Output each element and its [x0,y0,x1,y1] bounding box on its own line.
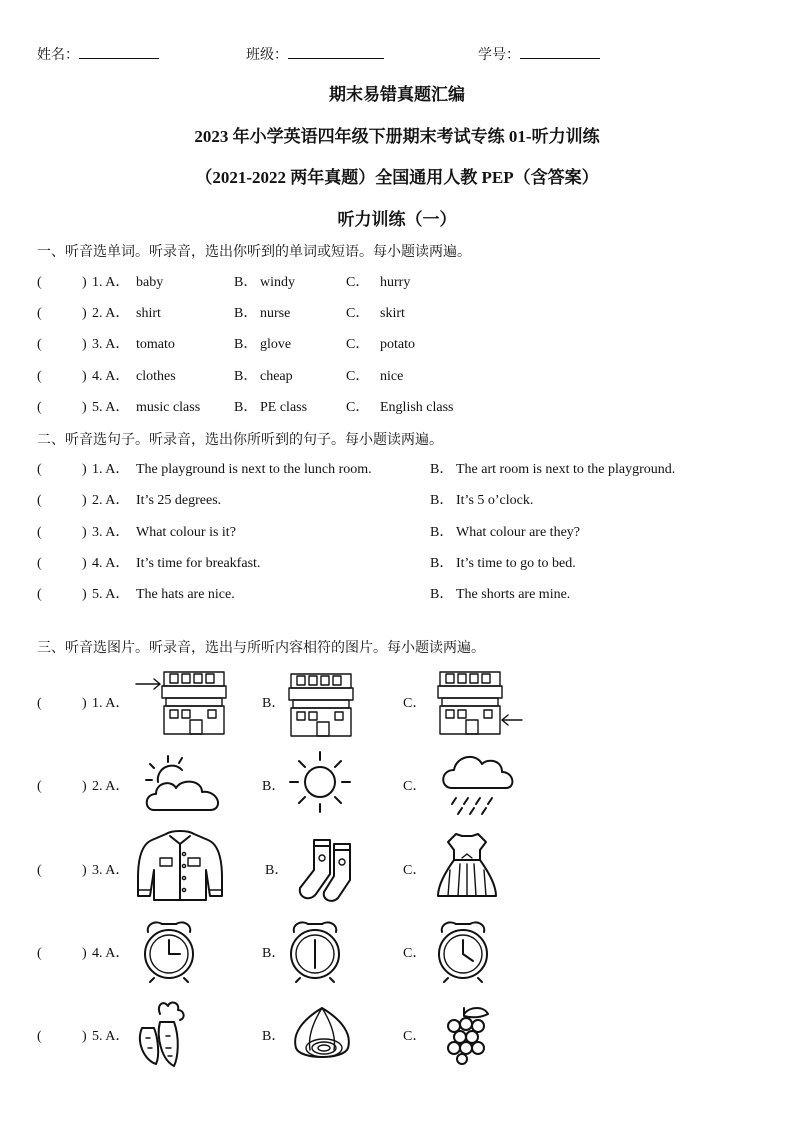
option-b-label: B． [262,696,286,711]
option-b: cheap [260,369,293,384]
option-b-label: B． [430,493,454,508]
option-b: windy [260,275,295,290]
answer-paren-open[interactable]: ( [37,275,42,290]
option-a-label: 4. A． [92,369,130,384]
option-b-label: B． [430,556,454,571]
list-item [0,273,794,293]
option-c: potato [380,337,415,352]
onion-icon[interactable] [288,1004,356,1066]
option-b-label: B． [430,525,454,540]
option-a: What colour is it? [136,525,236,540]
option-a: It’s 25 degrees. [136,493,222,508]
answer-paren-open[interactable]: ( [37,400,42,415]
option-a: shirt [136,306,161,321]
option-b-label: B． [234,400,258,415]
option-c: nice [380,369,404,384]
option-c-label: C． [403,863,427,878]
name-field [37,44,159,64]
sun-behind-cloud-icon[interactable] [142,752,224,818]
answer-paren-open[interactable]: ( [37,863,42,878]
list-item [0,460,794,480]
option-a-label: 2. A． [92,779,130,794]
student-id-field [478,44,600,64]
option-b-label: B． [234,275,258,290]
option-b: The shorts are mine. [456,587,571,602]
option-b-label: B． [234,337,258,352]
doc-title: 期末易错真题汇编 [329,85,465,105]
list-item [0,861,794,881]
building-arrow-bottom-right-icon[interactable] [434,668,526,738]
list-item [0,777,794,797]
option-b: What colour are they? [456,525,580,540]
list-item [0,1027,794,1047]
class-field [246,44,384,64]
option-a-label: 5. A． [92,587,130,602]
question-number: ) [82,587,87,602]
option-a-label: 3. A． [92,863,130,878]
option-a-label: 2. A． [92,306,130,321]
answer-paren-open[interactable]: ( [37,306,42,321]
coat-icon[interactable] [134,828,226,904]
option-b-label: B． [262,1029,286,1044]
option-a-label: 4. A． [92,946,130,961]
question-number: ) [82,275,87,290]
option-a-label: 1. A． [92,275,130,290]
list-item [0,694,794,714]
option-c: hurry [380,275,411,290]
answer-paren-open[interactable]: ( [37,696,42,711]
question-number: ) [82,556,87,571]
answer-paren-open[interactable]: ( [37,337,42,352]
question-number: ) [82,462,87,477]
answer-paren-open[interactable]: ( [37,556,42,571]
question-number: ) [82,946,87,961]
list-item [0,585,794,605]
carrot-icon[interactable] [130,998,198,1070]
option-b-label: B． [234,306,258,321]
question-number: ) [82,306,87,321]
option-a: baby [136,275,164,290]
student-id-label: 学号： [478,47,520,63]
list-item [0,554,794,574]
option-c-label: C． [346,337,370,352]
option-a-label: 1. A． [92,696,130,711]
question-number: ) [82,493,87,508]
option-c-label: C． [403,696,427,711]
list-item [0,523,794,543]
name-blank[interactable] [79,44,159,59]
section1-heading: 一、听音选单词。听录音，选出你听到的单词或短语。每小题读两遍。 [37,244,471,260]
question-number: ) [82,696,87,711]
section2-heading: 二、听音选句子。听录音，选出你所听到的句子。每小题读两遍。 [37,432,443,448]
list-item [0,304,794,324]
doc-subtitle-2: （2021-2022 两年真题）全国通用人教 PEP（含答案） [195,168,599,187]
option-a: music class [136,400,201,415]
option-c: English class [380,400,454,415]
option-a-label: 2. A． [92,493,130,508]
answer-paren-open[interactable]: ( [37,587,42,602]
option-b-label: B． [262,946,286,961]
option-a-label: 5. A． [92,400,130,415]
answer-paren-open[interactable]: ( [37,493,42,508]
answer-paren-open[interactable]: ( [37,462,42,477]
option-a-label: 3. A． [92,337,130,352]
option-b: PE class [260,400,308,415]
building-icon[interactable] [285,670,357,740]
option-c-label: C． [403,946,427,961]
option-b-label: B． [262,779,286,794]
sun-icon[interactable] [288,750,352,814]
section-title: 听力训练（一） [337,210,457,230]
class-blank[interactable] [288,44,384,59]
option-c-label: C． [346,306,370,321]
grapes-icon[interactable] [440,1004,496,1066]
option-b: It’s 5 o’clock. [456,493,534,508]
answer-paren-open[interactable]: ( [37,1029,42,1044]
socks-icon[interactable] [292,836,360,904]
option-b: glove [260,337,292,352]
option-a: The hats are nice. [136,587,235,602]
option-b-label: B． [430,587,454,602]
list-item [0,335,794,355]
alarm-clock-3-icon[interactable] [140,918,198,984]
answer-paren-open[interactable]: ( [37,779,42,794]
list-item [0,491,794,511]
option-a-label: 4. A． [92,556,130,571]
option-a-label: 3. A． [92,525,130,540]
rain-cloud-icon[interactable] [438,748,518,816]
doc-subtitle: 2023 年小学英语四年级下册期末考试专练 01-听力训练 [194,127,600,146]
building-arrow-top-left-icon[interactable] [132,668,232,738]
list-item [0,944,794,964]
answer-paren-open[interactable]: ( [37,946,42,961]
option-b: The art room is next to the playground. [456,462,676,477]
answer-paren-open[interactable]: ( [37,369,42,384]
alarm-clock-6-icon[interactable] [286,918,344,984]
option-a: tomato [136,337,175,352]
option-b-label: B． [234,369,258,384]
option-b-label: B． [430,462,454,477]
section3-heading: 三、听音选图片。听录音，选出与所听内容相符的图片。每小题读两遍。 [37,640,485,656]
student-id-blank[interactable] [520,44,600,59]
option-a-label: 5. A． [92,1029,130,1044]
question-number: ) [82,863,87,878]
list-item [0,398,794,418]
option-a: clothes [136,369,176,384]
option-b-label: B． [265,863,289,878]
option-a-label: 1. A． [92,462,130,477]
option-c-label: C． [346,400,370,415]
class-label: 班级： [246,47,288,63]
question-number: ) [82,400,87,415]
option-c-label: C． [403,779,427,794]
option-a: The playground is next to the lunch room. [136,462,372,477]
answer-paren-open[interactable]: ( [37,525,42,540]
question-number: ) [82,525,87,540]
option-c-label: C． [403,1029,427,1044]
question-number: ) [82,337,87,352]
question-number: ) [82,369,87,384]
name-label: 姓名： [37,47,79,63]
alarm-clock-4-icon[interactable] [434,918,492,984]
option-c: skirt [380,306,405,321]
list-item [0,367,794,387]
question-number: ) [82,779,87,794]
option-a: It’s time for breakfast. [136,556,261,571]
question-number: ) [82,1029,87,1044]
option-c-label: C． [346,369,370,384]
option-b: nurse [260,306,291,321]
option-b: It’s time to go to bed. [456,556,576,571]
option-c-label: C． [346,275,370,290]
dress-icon[interactable] [434,830,500,902]
